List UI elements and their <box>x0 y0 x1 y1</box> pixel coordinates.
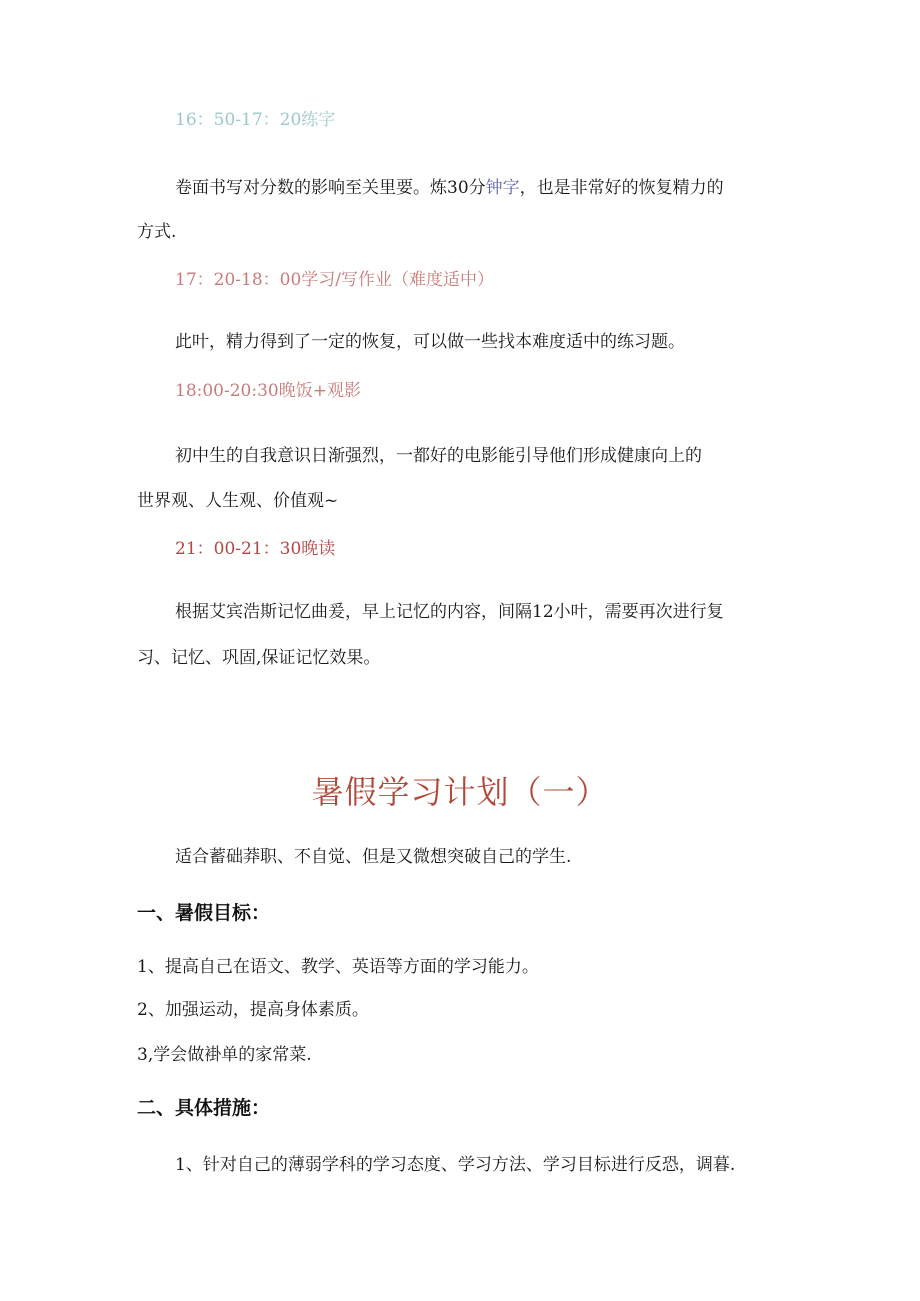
time-heading: 18:00-20:30晚饭+观影 <box>175 381 361 401</box>
intro-paragraph: 适合蓄础莽职、不自觉、但是又微想突破自己的学生. <box>175 847 572 867</box>
page-title: 暑假学习计划（一） <box>311 773 609 811</box>
paragraph-text: ，也是非常好的恢复精力的 <box>519 178 724 198</box>
measure-item: 1、针对自己的薄弱学科的学习态度、学习方法、学习目标进行反恐，调暮. <box>175 1155 736 1175</box>
paragraph-line: 世界观、人生观、价值观~ <box>137 491 339 511</box>
goal-item: 1、提高自己在语文、教学、英语等方面的学习能力。 <box>137 957 539 977</box>
highlighted-text: 钟字 <box>485 178 520 198</box>
time-heading: 16：50-17：20练字 <box>175 110 336 130</box>
paragraph-line <box>175 176 724 200</box>
section-heading-measures: 二、具体措施： <box>137 1097 271 1119</box>
time-heading: 17：20-18：00学习/写作业（难度适中） <box>175 270 494 290</box>
goal-item: 3,学会做褂单的家常菜. <box>137 1045 312 1065</box>
paragraph-line: 方式. <box>137 222 177 242</box>
goal-item: 2、加强运动，提高身体素质。 <box>137 1000 369 1020</box>
section-heading-goals: 一、暑假目标： <box>137 902 271 924</box>
paragraph-line: 根据艾宾浩斯记忆曲爰，早上记忆的内容，间隔12小叶，需要再次进行复 <box>175 602 724 622</box>
paragraph-text: 卷面书写对分数的影响至关里要。炼30分 <box>175 178 486 198</box>
paragraph-line: 习、记忆、巩固,保证记忆效果。 <box>137 648 381 668</box>
paragraph-line: 初中生的自我意识日渐强烈，一都好的电影能引导他们形成健康向上的 <box>175 446 702 466</box>
time-heading: 21：00-21：30晚读 <box>175 539 336 559</box>
paragraph-line: 此叶，精力得到了一定的恢复，可以做一些找本难度适中的练习题。 <box>175 332 685 352</box>
